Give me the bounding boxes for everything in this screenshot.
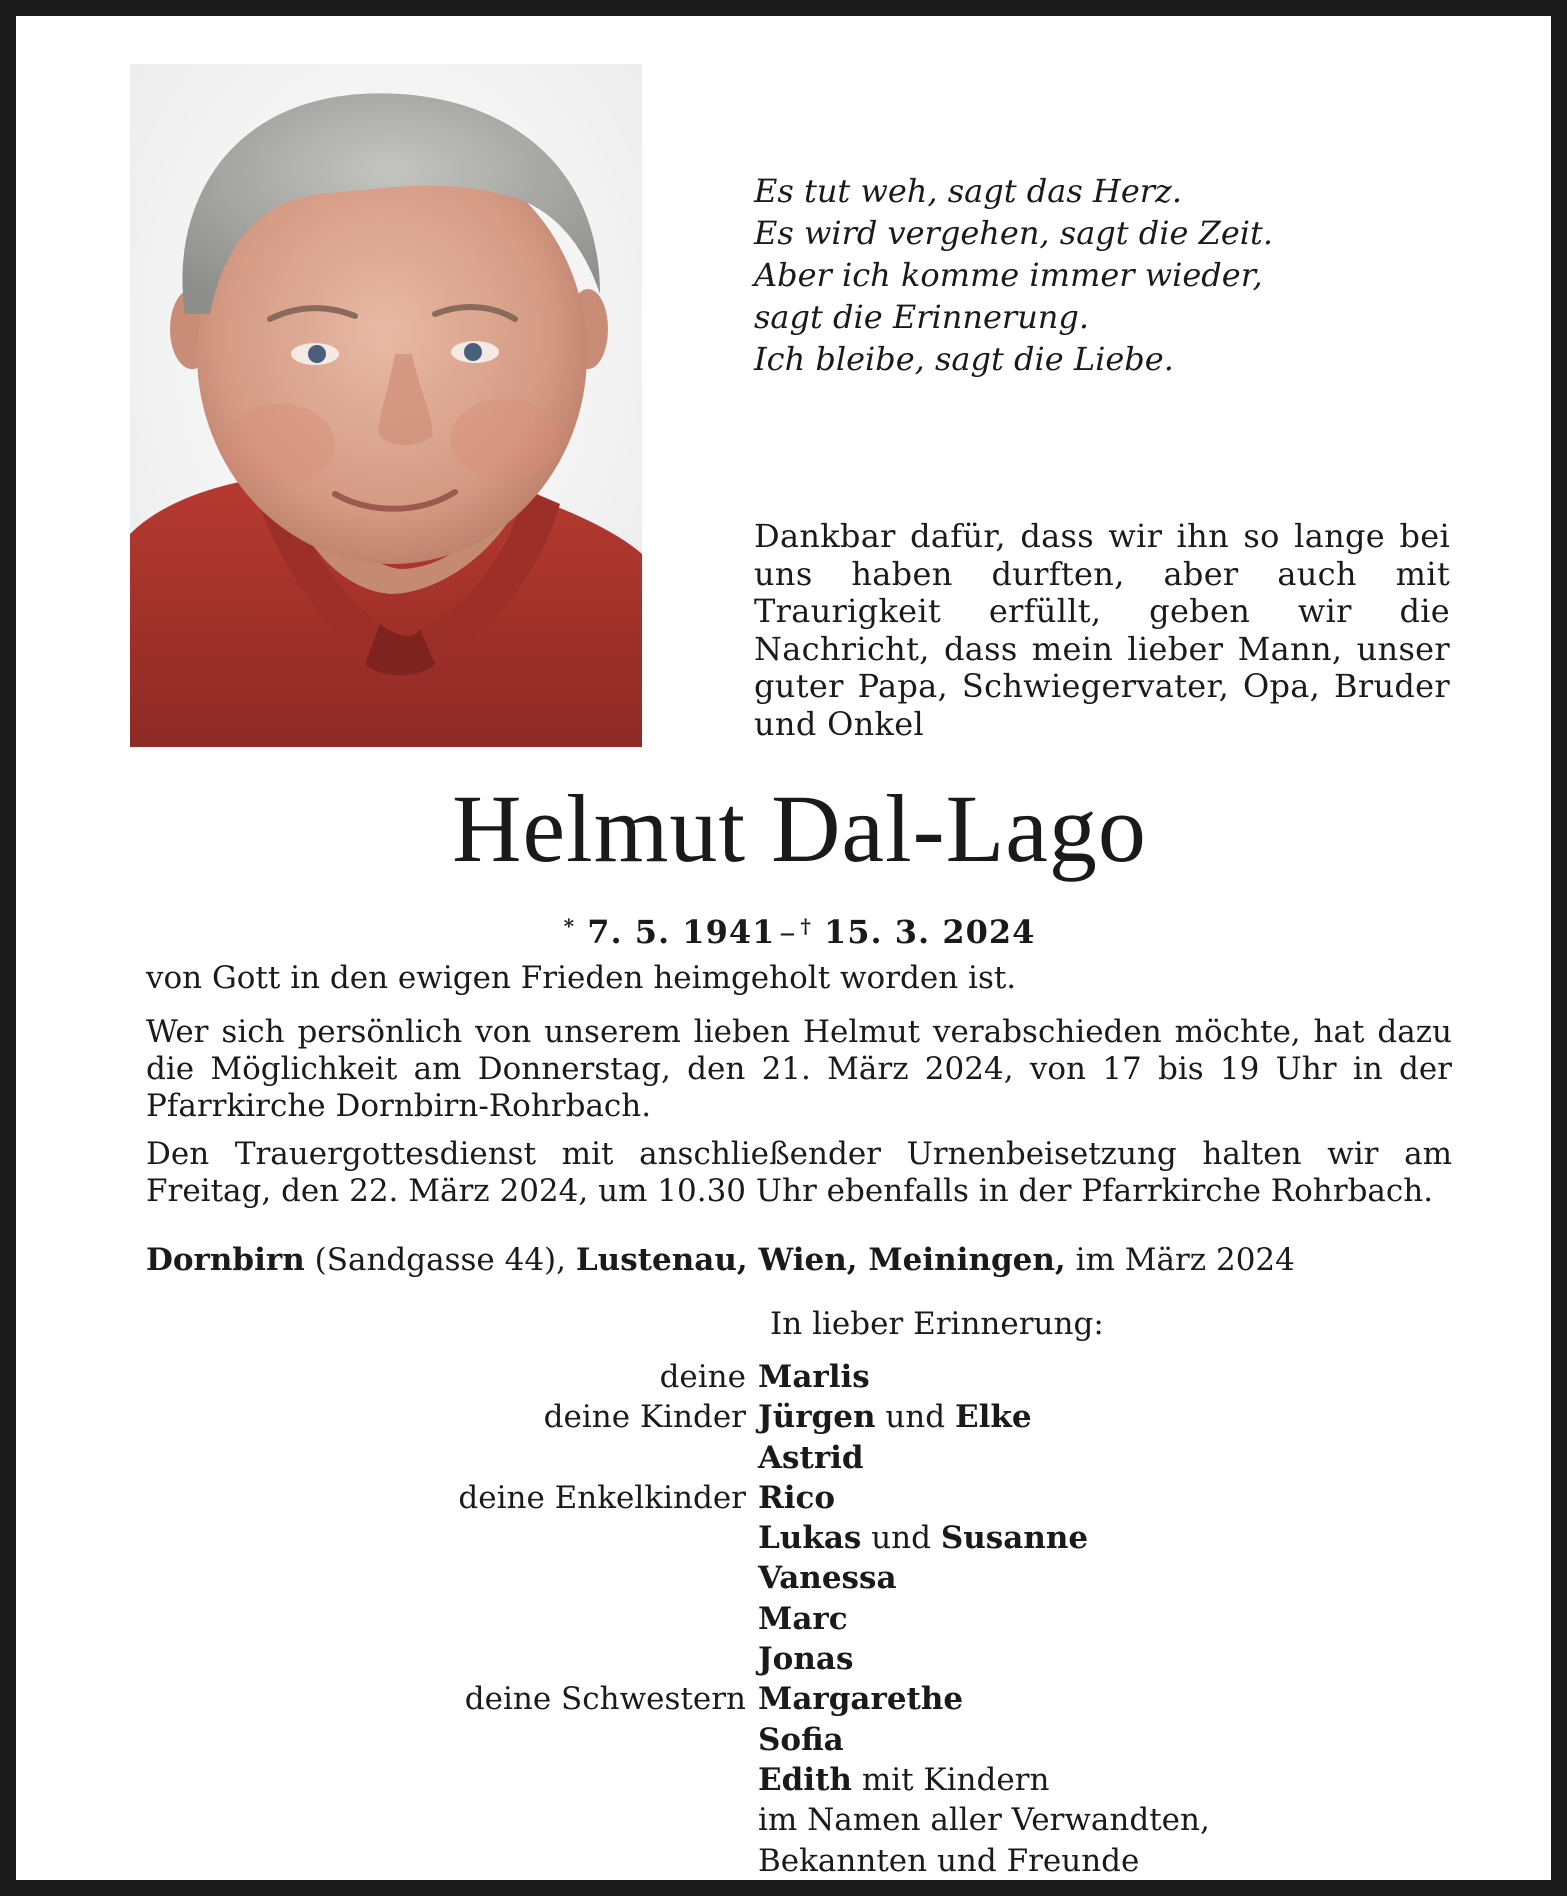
family-row: [146, 1639, 1466, 1679]
family-label: deine Enkelkinder: [458, 1479, 746, 1516]
family-name: Edith: [758, 1761, 852, 1798]
location-places: Lustenau, Wien, Meiningen,: [575, 1242, 1066, 1278]
service-line: Freitag, den 22. März 2024, um 10.30 Uhr ebenfalls in der Pfarrkirche Rohrbach.: [146, 1173, 1434, 1209]
family-name: Sofia: [758, 1721, 844, 1758]
family-row: [146, 1438, 1466, 1478]
family-name: Jonas: [758, 1641, 854, 1678]
family-list: [146, 1357, 1466, 1881]
memory-heading: In lieber Erinnerung:: [770, 1306, 1104, 1342]
family-row: [146, 1760, 1466, 1800]
location-date: im März 2024: [1075, 1242, 1295, 1278]
portrait-photo-icon: [130, 64, 642, 747]
poem-line: Aber ich komme immer wieder,: [754, 256, 1263, 294]
family-name: Lukas: [758, 1520, 862, 1557]
farewell-paragraph: Wer sich persönlich von unserem lieben Helmut verabschieden möchte, hat dazu die Möglichkeit am Donnerstag, den 21. März 2024, von 17 bis 19 Uhr in der Pfarrkirche Dornbirn-Rohrbach.: [146, 1014, 1452, 1124]
service-paragraph: [146, 1136, 1452, 1210]
family-row: [146, 1478, 1466, 1518]
poem-line: sagt die Erinnerung.: [754, 298, 1090, 336]
closing-line: im Namen aller Verwandten,: [758, 1802, 1210, 1839]
death-symbol: †: [800, 914, 812, 938]
death-date: 15. 3. 2024: [823, 913, 1036, 951]
family-name: Astrid: [758, 1439, 864, 1476]
family-name: Rico: [758, 1479, 836, 1516]
birth-symbol: *: [563, 914, 576, 938]
poem-line: Ich bleibe, sagt die Liebe.: [754, 340, 1174, 378]
family-name: Jürgen: [758, 1399, 876, 1436]
location-city: Dornbirn: [146, 1242, 305, 1278]
poem-line: Es tut weh, sagt das Herz.: [754, 172, 1183, 210]
family-name: Vanessa: [758, 1560, 897, 1597]
deceased-name: Helmut Dal-Lago: [452, 775, 1147, 882]
poem-line: Es wird vergehen, sagt die Zeit.: [754, 214, 1274, 252]
date-separator: –: [779, 913, 797, 951]
closing-line: Bekannten und Freunde: [758, 1842, 1140, 1879]
family-row: [146, 1720, 1466, 1760]
location-line: [146, 1242, 1452, 1279]
poem: [754, 170, 1474, 380]
death-statement: von Gott in den ewigen Frieden heimgeholt worden ist.: [146, 960, 1017, 996]
family-suffix: mit Kindern: [861, 1761, 1050, 1798]
family-name: Elke: [954, 1399, 1032, 1436]
birth-date: 7. 5. 1941: [587, 913, 776, 951]
family-name: Marc: [758, 1600, 848, 1637]
location-address: (Sandgasse 44),: [314, 1242, 566, 1278]
portrait-photo: [130, 64, 642, 747]
life-dates: [16, 906, 1567, 952]
family-row: [146, 1397, 1466, 1437]
family-row: [146, 1518, 1466, 1558]
family-connector: und: [885, 1399, 946, 1436]
family-row: [146, 1599, 1466, 1639]
family-label: deine: [659, 1359, 746, 1395]
family-name: Marlis: [758, 1359, 870, 1395]
family-connector: und: [871, 1520, 931, 1557]
family-name: Margarethe: [758, 1681, 964, 1718]
service-line: Den Trauergottesdienst mit anschließender Urnenbeisetzung halten wir am: [146, 1136, 1452, 1172]
family-label: deine Schwestern: [464, 1681, 746, 1718]
family-row: [146, 1800, 1466, 1840]
family-label: deine Kinder: [543, 1399, 746, 1436]
family-row: [146, 1841, 1466, 1881]
family-row: [146, 1357, 1466, 1397]
family-name: Susanne: [940, 1520, 1089, 1557]
intro-paragraph: Dankbar dafür, dass wir ihn so lange bei uns haben durften, aber auch mit Traurigkeit erfüllt, geben wir die Nachricht, dass mein lieber Mann, unser guter Papa, Schwiegervater, Opa, Bruder und Onkel: [754, 517, 1450, 743]
family-row: [146, 1679, 1466, 1719]
family-row: [146, 1558, 1466, 1598]
